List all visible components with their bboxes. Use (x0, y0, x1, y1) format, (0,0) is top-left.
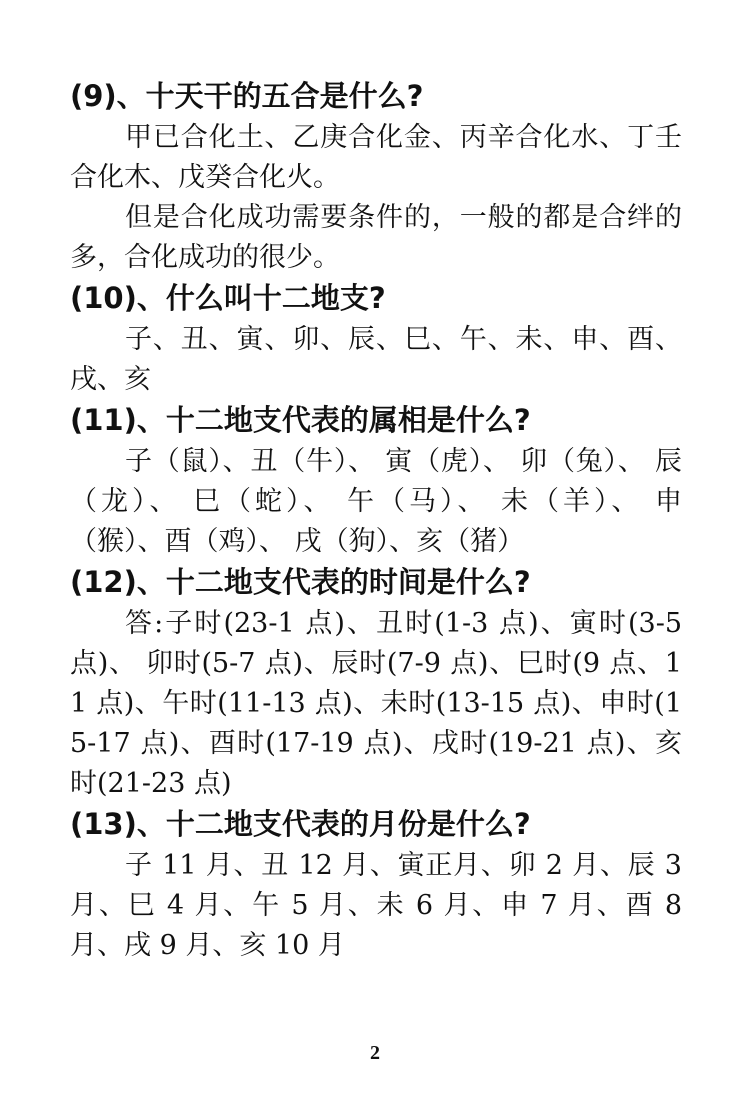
paragraph: 甲已合化土、乙庚合化金、丙辛合化水、丁壬合化木、戊癸合化火。 (70, 122, 682, 193)
page-number: 2 (370, 1042, 380, 1064)
section-11 (70, 400, 682, 562)
paragraph: 但是合化成功需要条件的，一般的都是合绊的多，合化成功的很少。 (70, 202, 682, 273)
paragraph: 子、丑、寅、卯、辰、巳、午、未、申、酉、戌、亥 (70, 324, 682, 395)
section-heading: (9)、十天干的五合是什么? (70, 79, 424, 113)
section-12 (70, 562, 682, 804)
section-heading: (10)、什么叫十二地支? (70, 281, 386, 315)
section-10 (70, 278, 682, 400)
paragraph: 子（鼠）、丑（牛）、 寅（虎）、 卯（兔）、 辰（龙）、 巳（蛇）、 午（马）、 未（羊）、 申（猴）、酉（鸡）、 戌（狗）、亥（猪） (70, 446, 682, 557)
paragraph: 答:子时(23-1 点)、丑时(1-3 点)、寅时(3-5 点)、 卯时(5-7 点)、辰时(7-9 点)、巳时(9 点、11 点)、午时(11-13 点)、未时(13-15 点)、申时(15-17 点)、酉时(17-19 点)、戌时(19-21 点)、亥时(21-23 点) (70, 608, 682, 799)
section-heading: (11)、十二地支代表的属相是什么? (70, 403, 531, 437)
document-body (70, 76, 682, 966)
paragraph: 子 11 月、丑 12 月、寅正月、卯 2 月、辰 3 月、巳 4 月、午 5 月、未 6 月、申 7 月、酉 8 月、戌 9 月、亥 10 月 (70, 850, 682, 961)
section-heading: (12)、十二地支代表的时间是什么? (70, 565, 531, 599)
section-heading: (13)、十二地支代表的月份是什么? (70, 807, 531, 841)
section-13 (70, 804, 682, 966)
section-9 (70, 76, 682, 278)
